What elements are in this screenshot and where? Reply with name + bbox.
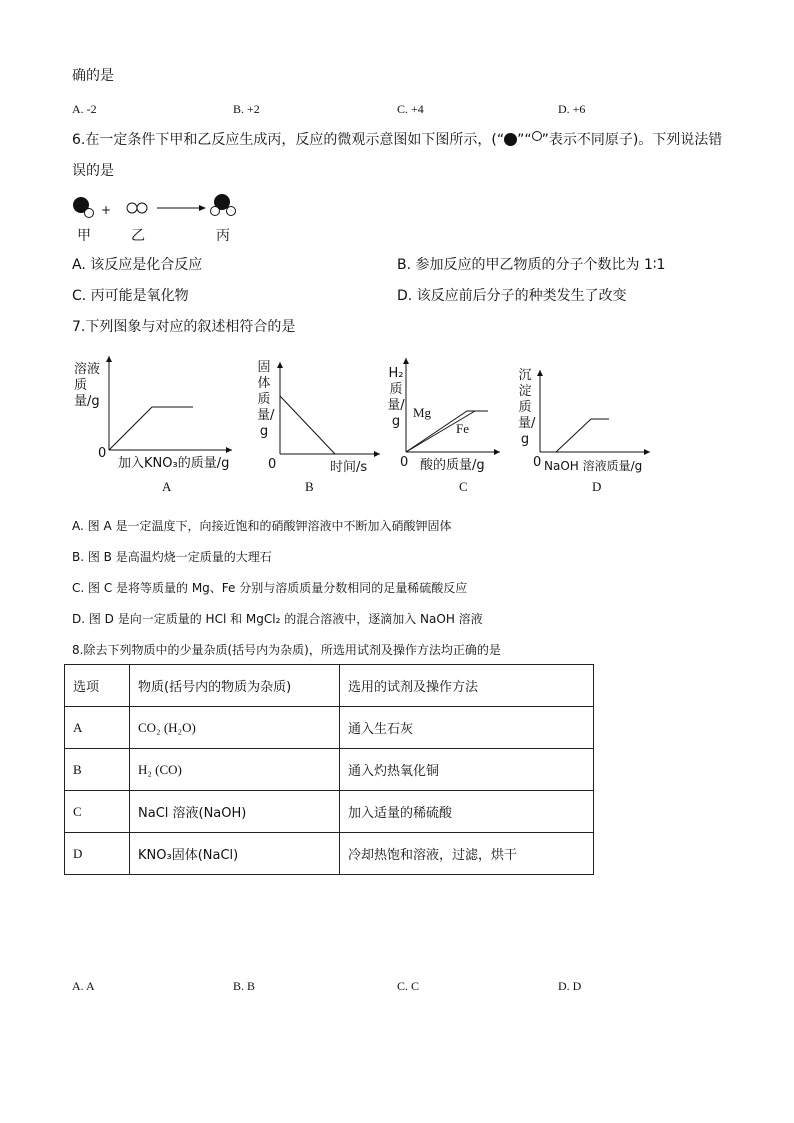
- hollow-atom-icon: [137, 203, 147, 213]
- table-cell: 通入生石灰: [340, 707, 594, 749]
- table-cell: A: [65, 707, 130, 749]
- q8-table: [64, 664, 594, 875]
- table-cell: 冷却热饱和溶液，过滤，烘干: [340, 833, 594, 875]
- q6-stem-part3: ”表示不同原子)。下列说法错: [541, 132, 723, 148]
- q8-option-c: C. C: [397, 979, 420, 993]
- hollow-circle-icon: [532, 131, 542, 141]
- table-cell: 通入灼热氧化铜: [340, 749, 594, 791]
- q8-option-b: B. B: [233, 979, 256, 993]
- graph-d-name: D: [592, 479, 602, 494]
- table-cell: D: [65, 833, 130, 875]
- graph-c-ylabel: H₂质量/g: [387, 366, 405, 429]
- graph-a-xlabel: 加入KNO₃的质量/g: [118, 456, 230, 471]
- q6-stem-part2: ”“: [517, 132, 532, 148]
- q7-option-d: D. 图 D 是向一定质量的 HCl 和 MgCl₂ 的混合溶液中，逐滴加入 NaOH 溶液: [72, 612, 483, 626]
- label-jia: 甲: [77, 228, 91, 244]
- graph-c-xlabel: 酸的质量/g: [420, 458, 485, 473]
- graph-c-origin: 0: [400, 455, 409, 470]
- q5-option-c: C. +4: [397, 102, 424, 116]
- graph-d-origin: 0: [533, 455, 542, 470]
- graph-d-ylabel: 沉淀质量/g: [518, 368, 536, 447]
- graph-a-ylabel: 溶液质量/g: [74, 362, 101, 409]
- graph-d-curve: [556, 419, 609, 452]
- hollow-atom-icon: [85, 209, 94, 218]
- hollow-atom-icon: [211, 207, 220, 216]
- table-header-cell: 选用的试剂及操作方法: [340, 665, 594, 707]
- q6-option-c: C. 丙可能是氧化物: [72, 288, 189, 304]
- table-cell: NaCl 溶液(NaOH): [130, 791, 340, 833]
- table-cell: H₂ (CO): [130, 749, 340, 791]
- q8-stem: 8.除去下列物质中的少量杂质(括号内为杂质)，所选用试剂及操作方法均正确的是: [72, 643, 501, 657]
- q5-option-d: D. +6: [558, 102, 586, 116]
- table-cell: C: [65, 791, 130, 833]
- table-header-cell: 物质(括号内的物质为杂质): [130, 665, 340, 707]
- q5-option-a: A. -2: [72, 102, 97, 116]
- q7-option-b: B. 图 B 是高温灼烧一定质量的大理石: [72, 550, 272, 564]
- table-cell: 加入适量的稀硫酸: [340, 791, 594, 833]
- graph-b-xlabel: 时间/s: [330, 460, 368, 475]
- table-row: [65, 707, 594, 749]
- graph-a-origin: 0: [98, 446, 107, 461]
- molecule-jia: [73, 197, 94, 218]
- q7-stem: 7.下列图象与对应的叙述相符合的是: [72, 319, 296, 335]
- q6-stem-line2: 误的是: [72, 163, 114, 179]
- table-header-row: [65, 665, 594, 707]
- graph-b-ylabel: 固体质量/g: [257, 360, 275, 439]
- plus-sign: +: [101, 203, 112, 217]
- graph-c-name: C: [459, 479, 468, 494]
- graph-b-axes: [270, 350, 390, 470]
- graph-d-xlabel: NaOH 溶液质量/g: [544, 459, 643, 473]
- label-yi: 乙: [131, 228, 145, 244]
- q6-option-d: D. 该反应前后分子的种类发生了改变: [397, 288, 627, 304]
- graph-b-name: B: [305, 479, 314, 494]
- reaction-diagram: [0, 190, 794, 250]
- table-row: [65, 791, 594, 833]
- graph-c-legend-mg: Mg: [413, 405, 432, 420]
- label-bing: 丙: [216, 228, 230, 244]
- q8-option-a: A. A: [72, 979, 95, 993]
- q5-option-b: B. +2: [233, 102, 260, 116]
- table-cell: CO₂ (H₂O): [130, 707, 340, 749]
- q7-option-a: A. 图 A 是一定温度下，向接近饱和的硝酸钾溶液中不断加入硝酸钾固体: [72, 519, 452, 533]
- q6-option-a: A. 该反应是化合反应: [72, 257, 203, 273]
- reaction-arrow: [157, 205, 206, 211]
- molecule-yi: [127, 203, 147, 213]
- table-cell: KNO₃固体(NaCl): [130, 833, 340, 875]
- graph-b-curve: [280, 396, 335, 454]
- table-row: [65, 833, 594, 875]
- filled-circle-icon: [504, 133, 517, 146]
- graph-a-name: A: [162, 479, 172, 494]
- graph-c-legend-fe: Fe: [456, 421, 469, 436]
- table-row: [65, 749, 594, 791]
- q8-option-d: D. D: [558, 979, 582, 993]
- q6-stem-part1: 6.在一定条件下甲和乙反应生成丙，反应的微观示意图如下图所示，(“: [72, 132, 505, 148]
- graph-a-curve: [109, 407, 193, 450]
- q7-option-c: C. 图 C 是将等质量的 Mg、Fe 分别与溶质质量分数相同的足量稀硫酸反应: [72, 581, 468, 595]
- table-header-cell: 选项: [65, 665, 130, 707]
- table-cell: B: [65, 749, 130, 791]
- graph-b-origin: 0: [268, 457, 277, 472]
- molecule-bing: [211, 194, 236, 216]
- q6-stem-line1: [72, 131, 722, 149]
- hollow-atom-icon: [127, 203, 137, 213]
- graph-d-axes: [532, 350, 662, 470]
- q6-option-b: B. 参加反应的甲乙物质的分子个数比为 1∶1: [397, 257, 666, 273]
- q5-stem-tail: 确的是: [72, 68, 114, 84]
- hollow-atom-icon: [227, 207, 236, 216]
- graph-a-axes: [100, 350, 240, 470]
